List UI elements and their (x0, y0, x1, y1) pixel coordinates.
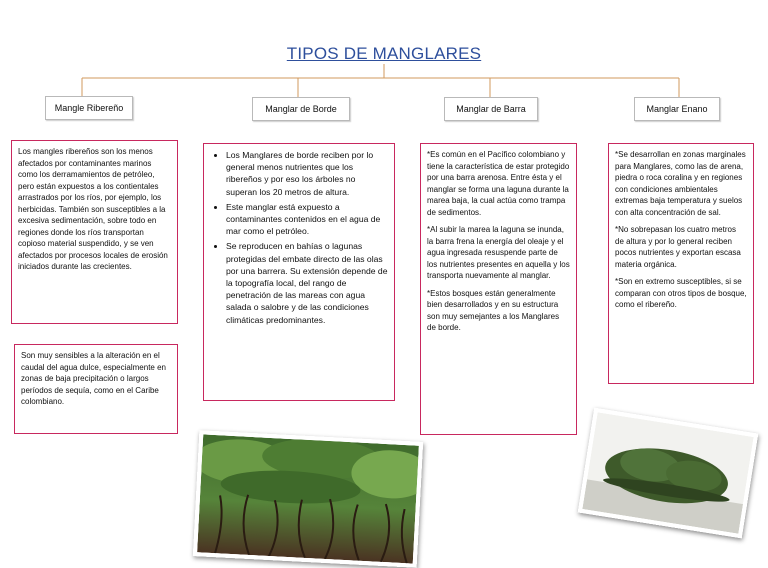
borde-bullet: • Se reproducen en bahías o lagunas protegidas del embate directo de las olas por una barrera. Su extensión depende de la topografía local, del rango de penetración de las mareas con agua salada o salobre y de las condiciones climáticas predominantes. (226, 240, 388, 325)
enano-paragraph: *Son en extremo susceptibles, si se comparan con otros tipos de bosque, como el ribereño. (615, 277, 747, 309)
enano-description-box (608, 143, 754, 384)
borde-bullet-list (206, 149, 388, 326)
dwarf-mangrove-image (582, 412, 753, 534)
ribereno-description-box (11, 140, 178, 324)
borde-bullet: • Los Manglares de borde reciben por lo general menos nutrientes que los ribereños y por eso los árboles no superan los 20 metros de altura. (226, 149, 388, 198)
borde-bullet: • Este manglar está expuesto a contaminantes contenidos en el agua de mar como el petróleo. (226, 201, 388, 238)
ribereno-sensitivity-box (14, 344, 178, 434)
ribereno-sensitivity-text: Son muy sensibles a la alteración en el caudal del agua dulce, especialmente en zonas de baja precipitación o largos períodos de sequía, como en el Caribe colombiano. (21, 351, 166, 406)
ribereno-text: Los mangles ribereños son los menos afectados por contaminantes marinos como los derramamientos de petróleo, pero están expuestos a los contientales arrastrados por los ríos, por ejemplo, los herbicidas. También son susceptibles a la excesiva sedimentación, sobre todo en regiones donde los ríos transportan copioso material suspendido, y se ven afectados por procesos locales de erosión iniciados durante las crecientes. (18, 147, 168, 271)
barra-paragraph: *Es común en el Pacífico colombiano y tiene la característica de estar protegido por una barra arenosa. Entre ésta y el manglar se forma una laguna durante la marea baja, la cual actúa como trampa de sedimentos. (427, 150, 570, 217)
node-mangle-ribereno: Mangle Ribereño (45, 96, 133, 120)
barra-description-box (420, 143, 577, 435)
barra-paragraph: *Estos bosques están generalmente bien desarrollados y en su estructura son muy semejantes a los Manglares de borde. (427, 288, 560, 332)
node-manglar-barra: Manglar de Barra (444, 97, 538, 121)
page-title: TIPOS DE MANGLARES (286, 44, 482, 63)
mangrove-roots-photo (193, 430, 423, 568)
node-manglar-borde: Manglar de Borde (252, 97, 350, 121)
mangrove-roots-image (197, 434, 419, 563)
barra-paragraph: *Al subir la marea la laguna se inunda, la barra frena la energía del oleaje y el agua ingresada resuspende parte de los nutrientes presentes en aquella y los transporta nuevamente al manglar. (427, 225, 570, 280)
enano-paragraph: *Se desarrollan en zonas marginales para Manglares, como las de arena, piedra o roca coralina y en regiones con condiciones ambientales extremas baja temperatura y suelos con alta concentración de sal. (615, 150, 746, 217)
enano-paragraph: *No sobrepasan los cuatro metros de altura y por lo general reciben pocos nutrientes y exportan escasa materia orgánica. (615, 225, 741, 269)
borde-description-box (203, 143, 395, 401)
node-manglar-enano: Manglar Enano (634, 97, 720, 121)
